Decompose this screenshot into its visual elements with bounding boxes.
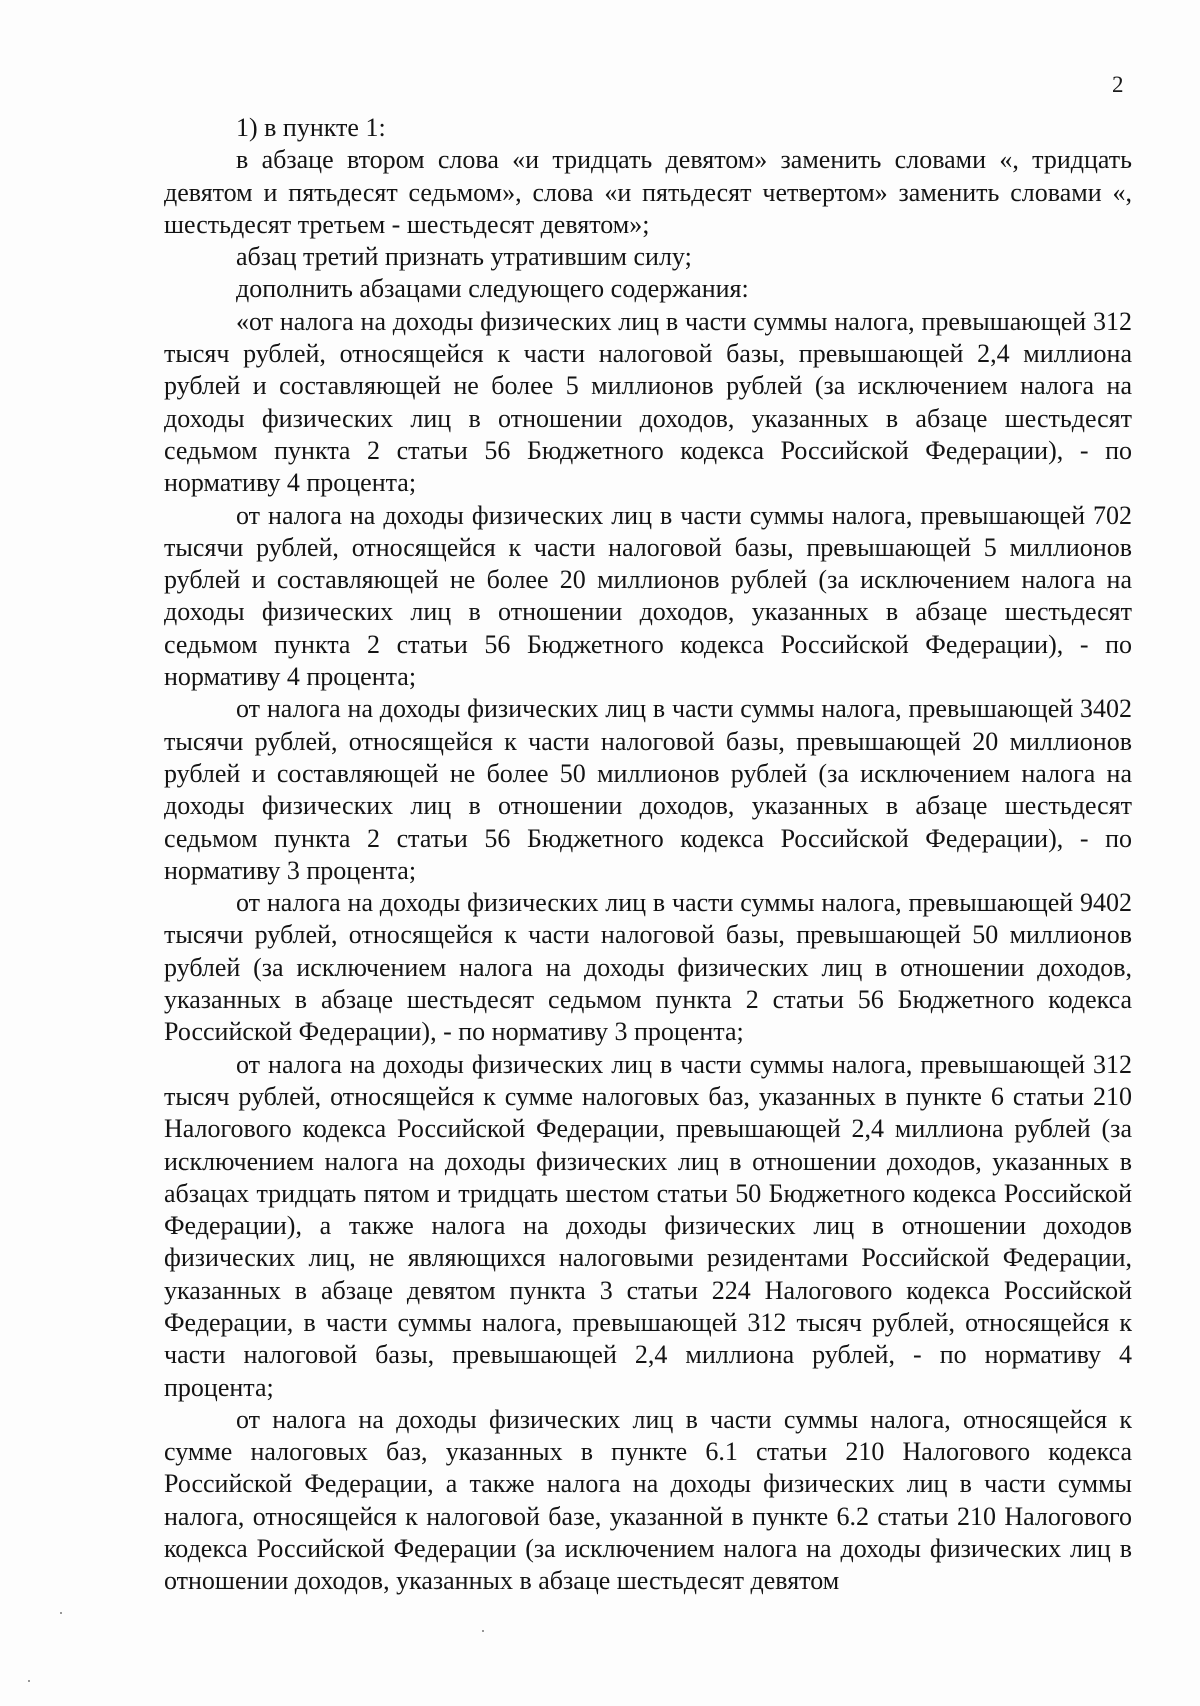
paragraph-7: от налога на доходы физических лиц в части суммы налога, превышающей 3402 тысячи рублей, относящейся к части налоговой базы, превышающей 20 миллионов рублей и составляющей не более 50 миллионов рублей (за исключением налога на доходы физических лиц в отношении доходов, указанных в абзаце шестьдесят седьмом пункта 2 статьи 56 Бюджетного кодекса Российской Федерации), - по нормативу 3 процента; <box>164 694 1132 885</box>
paragraph-3: абзац третий признать утратившим силу; <box>236 242 692 272</box>
paragraph-5: «от налога на доходы физических лиц в части суммы налога, превышающей 312 тысяч рублей, относящейся к части налоговой базы, превышающей 2,4 миллиона рублей и составляющей не более 5 миллионов рублей (за исключением налога на доходы физических лиц в отношении доходов, указанных в абзаце шестьдесят седьмом пункта 2 статьи 56 Бюджетного кодекса Российской Федерации), - по нормативу 4 процента; <box>164 306 1132 498</box>
page-number: 2 <box>1112 72 1124 97</box>
document-body <box>164 112 1132 1598</box>
scan-speck <box>482 1630 484 1632</box>
scan-speck <box>28 1680 30 1682</box>
paragraph-10: от налога на доходы физических лиц в части суммы налога, относящейся к сумме налоговых баз, указанных в пункте 6.1 статьи 210 Налогового кодекса Российской Федерации, а также налога на доходы физических лиц в части суммы налога, относящейся к налоговой базе, указанной в пункте 6.2 статьи 210 Налогового кодекса Российской Федерации (за исключением налога на доходы физических лиц в отношении доходов, указанных в абзаце шестьдесят девятом <box>164 1404 1132 1596</box>
paragraph-9: от налога на доходы физических лиц в части суммы налога, превышающей 312 тысяч рублей, относящейся к сумме налоговых баз, указанных в пункте 6 статьи 210 Налогового кодекса Российской Федерации, превышающей 2,4 миллиона рублей (за исключением налога на доходы физических лиц в отношении доходов, указанных в абзацах тридцать пятом и тридцать шестом статьи 50 Бюджетного кодекса Российской Федерации), а также налога на доходы физических лиц в отношении доходов физических лиц, не являющихся налоговыми резидентами Российской Федерации, указанных в абзаце девятом пункта 3 статьи 224 Налогового кодекса Российской Федерации, в части суммы налога, превышающей 312 тысяч рублей, относящейся к части налоговой базы, превышающей 2,4 миллиона рублей, - по нормативу 4 процента; <box>164 1049 1132 1402</box>
paragraph-1: 1) в пункте 1: <box>236 113 386 142</box>
paragraph-6: от налога на доходы физических лиц в части суммы налога, превышающей 702 тысячи рублей, относящейся к части налоговой базы, превышающей 5 миллионов рублей и составляющей не более 20 миллионов рублей (за исключением налога на доходы физических лиц в отношении доходов, указанных в абзаце шестьдесят седьмом пункта 2 статьи 56 Бюджетного кодекса Российской Федерации), - по нормативу 4 процента; <box>164 500 1132 692</box>
paragraph-4: дополнить абзацами следующего содержания: <box>236 274 749 304</box>
paragraph-8: от налога на доходы физических лиц в части суммы налога, превышающей 9402 тысячи рублей, относящейся к части налоговой базы, превышающей 50 миллионов рублей (за исключением налога на доходы физических лиц в отношении доходов, указанных в абзаце шестьдесят седьмом пункта 2 статьи 56 Бюджетного кодекса Российской Федерации), - по нормативу 3 процента; <box>164 888 1132 1047</box>
paragraph-2: в абзаце втором слова «и тридцать девятом» заменить словами «, тридцать девятом и пятьдесят седьмом», слова «и пятьдесят четвертом» заменить словами «, шестьдесят третьем - шестьдесят девятом»; <box>164 145 1132 239</box>
scan-speck <box>60 1612 62 1614</box>
